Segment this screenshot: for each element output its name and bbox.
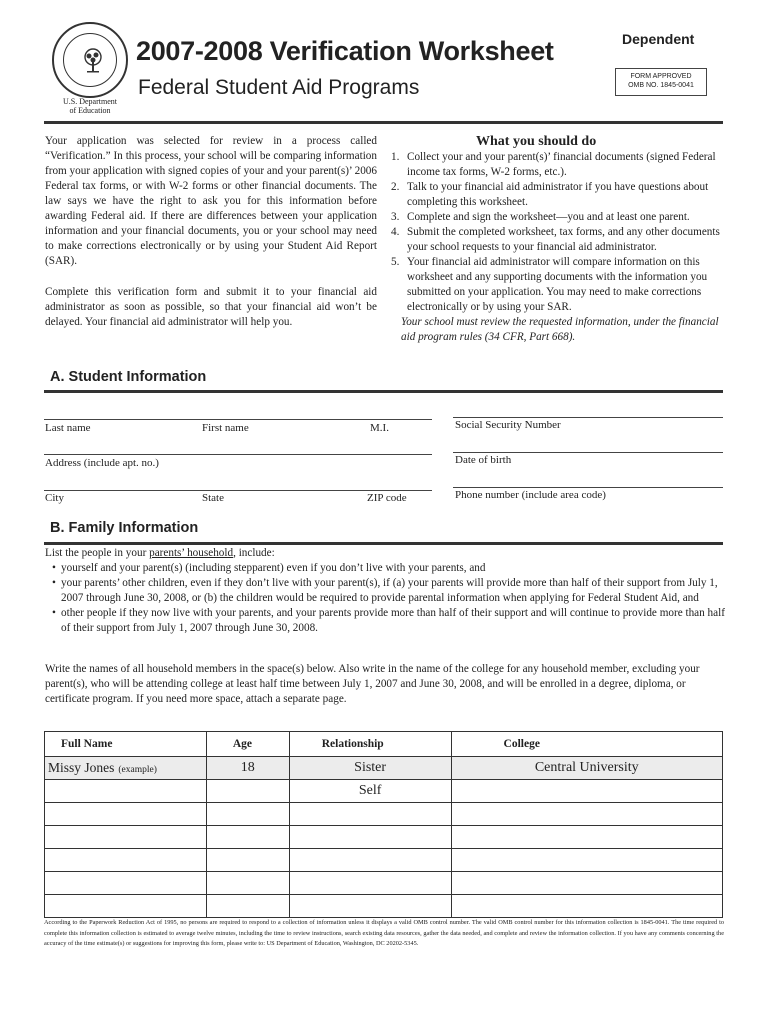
omb-number: OMB NO. 1845-0041	[628, 82, 694, 89]
form-approved-box	[615, 68, 707, 96]
name-cell[interactable]	[45, 826, 207, 849]
table-row[interactable]	[45, 780, 723, 803]
college-cell[interactable]	[451, 849, 722, 872]
example-name: Missy Jones	[48, 760, 115, 775]
department-seal	[52, 22, 128, 98]
city-line[interactable]	[44, 490, 432, 491]
dob-label: Date of birth	[455, 454, 512, 466]
table-row[interactable]	[45, 895, 723, 918]
department-label-line1: U.S. Department	[63, 97, 117, 106]
household-instructions: Write the names of all household members in the space(s) below. Also write in the name of the college for any household member, excluding your parent(s), who will be attending college at least half time between July 1, 2007 and June 30, 2008, and will be enrolled in a degree, diploma, or certificate program. If you need more space, attach a separate page.	[45, 663, 700, 705]
col-header-full-name: Full Name	[45, 732, 207, 757]
college-cell[interactable]	[451, 872, 722, 895]
relationship-cell[interactable]	[289, 826, 451, 849]
name-cell[interactable]	[45, 895, 207, 918]
seal-inner-ring	[63, 33, 117, 87]
name-line[interactable]	[44, 419, 432, 420]
step-text: Submit the completed worksheet, tax forms, and any other documents your school requests to your financial aid administrator.	[407, 226, 720, 253]
example-note: (example)	[118, 765, 157, 775]
age-cell[interactable]	[206, 826, 289, 849]
table-header-row	[45, 732, 723, 757]
household-intro	[45, 546, 725, 636]
state-label: State	[202, 492, 224, 504]
department-label-line2: of Education	[69, 106, 111, 115]
step-text: Complete and sign the worksheet—you and at least one parent.	[407, 211, 690, 223]
name-cell[interactable]	[45, 780, 207, 803]
relationship-cell[interactable]	[289, 803, 451, 826]
step-item	[391, 150, 721, 180]
household-table	[44, 731, 723, 918]
table-row[interactable]	[45, 849, 723, 872]
ssn-line[interactable]	[453, 417, 723, 418]
step-number: 3.	[391, 211, 400, 223]
step-text: Talk to your financial aid administrator if you have questions about completing this worksheet.	[407, 181, 709, 208]
form-subtitle: Federal Student Aid Programs	[138, 76, 420, 99]
example-relationship: Sister	[289, 757, 451, 780]
example-name-cell	[45, 757, 207, 780]
step-number: 1.	[391, 151, 400, 163]
section-a-rule	[44, 390, 723, 393]
step-item	[391, 180, 721, 210]
example-age: 18	[206, 757, 289, 780]
age-cell[interactable]	[206, 849, 289, 872]
section-b-heading: B. Family Information	[50, 520, 199, 536]
tree-icon	[83, 48, 103, 74]
relationship-cell[interactable]	[289, 895, 451, 918]
table-row[interactable]	[45, 872, 723, 895]
phone-line[interactable]	[453, 487, 723, 488]
college-cell[interactable]	[451, 895, 722, 918]
ssn-label: Social Security Number	[455, 419, 561, 431]
department-label	[40, 97, 140, 115]
table-row[interactable]	[45, 803, 723, 826]
step-number: 2.	[391, 181, 400, 193]
name-cell[interactable]	[45, 803, 207, 826]
relationship-cell[interactable]	[289, 849, 451, 872]
address-label: Address (include apt. no.)	[45, 457, 159, 469]
intro-paragraph-1: Your application was selected for review in a process called “Verification.” In this process, your school will be comparing information from your application with signed copies of your and your parent(s)’ 2006 Federal tax forms, or with W-2 forms or other financial documents. The law says we have the right to ask you for this information before awarding Federal aid. If there are differences between your application information and your financial documents, you or your school may need to make corrections electronically or by using your Student Aid Report (SAR).	[45, 135, 377, 267]
last-name-label: Last name	[45, 422, 91, 434]
household-bullet: • your parents’ other children, even if they don’t live with your parent(s), if (a) your parents will provide more than half of their support from July 1, 2007 through June 30, 2008, or (b) the children would be required to provide parental information when applying for Federal Student Aid, and	[51, 576, 725, 606]
intro-paragraph-2: Complete this verification form and submit it to your financial aid administrator as soon as possible, so that your financial aid won’t be delayed. Your financial aid administrator will help you.	[45, 286, 377, 328]
college-cell[interactable]	[451, 803, 722, 826]
household-bullet: • yourself and your parent(s) (including stepparent) even if you don’t live with your parents, and	[51, 561, 725, 576]
step-item	[391, 210, 721, 225]
college-cell[interactable]	[451, 826, 722, 849]
col-header-age: Age	[206, 732, 289, 757]
mi-label: M.I.	[370, 422, 389, 434]
step-number: 4.	[391, 226, 400, 238]
col-header-relationship: Relationship	[289, 732, 451, 757]
relationship-cell-self[interactable]: Self	[289, 780, 451, 803]
section-a-heading: A. Student Information	[50, 369, 207, 385]
example-college: Central University	[451, 757, 722, 780]
step-text: Your financial aid administrator will compare information on this worksheet and any supporting documents with the information you submitted on your application. You may need to make corrections electronically or by using your SAR.	[407, 256, 708, 313]
section-b-rule	[44, 542, 723, 545]
col-header-college: College	[451, 732, 722, 757]
step-item	[391, 255, 721, 315]
first-name-label: First name	[202, 422, 249, 434]
table-row[interactable]	[45, 826, 723, 849]
phone-label: Phone number (include area code)	[455, 489, 606, 501]
cfr-note: Your school must review the requested information, under the financial aid program rules (34 CFR, Part 668).	[401, 316, 719, 343]
form-title: 2007-2008 Verification Worksheet	[136, 36, 554, 66]
parents-household-link: parents’ household	[149, 547, 234, 559]
dependent-label: Dependent	[622, 31, 695, 47]
header-rule	[44, 121, 723, 124]
table-row-example	[45, 757, 723, 780]
address-line[interactable]	[44, 454, 432, 455]
form-approved-text: FORM APPROVED	[630, 73, 692, 80]
paperwork-notice: According to the Paperwork Reduction Act of 1995, no persons are required to respond to a collection of information unless it displays a valid OMB control number. The valid OMB control number for this information collection is 1845-0041. The time required to complete this information collection is estimated to average twelve minutes, including the time to review instructions, search existing data resources, gather the data needed, and complete and review the information collection. If you have any comments concerning the accuracy of the time estimate(s) or suggestions for improving this form, please write to: US Department of Education, Washington, DC 20202-5345.	[44, 919, 724, 947]
zip-label: ZIP code	[367, 492, 407, 504]
age-cell[interactable]	[206, 780, 289, 803]
age-cell[interactable]	[206, 803, 289, 826]
age-cell[interactable]	[206, 895, 289, 918]
age-cell[interactable]	[206, 872, 289, 895]
household-intro-pre: List the people in your	[45, 547, 150, 559]
step-number: 5.	[391, 256, 400, 268]
what-you-should-do-heading: What you should do	[476, 134, 597, 149]
relationship-cell[interactable]	[289, 872, 451, 895]
name-cell[interactable]	[45, 849, 207, 872]
city-label: City	[45, 492, 64, 504]
household-bullet: • other people if they now live with your parents, and your parents provide more than half of their support and will continue to provide more than half of their support from July 1, 2007 through June 30, 2008.	[51, 606, 725, 636]
dob-line[interactable]	[453, 452, 723, 453]
college-cell[interactable]	[451, 780, 722, 803]
steps-list	[391, 150, 721, 345]
step-text: Collect your and your parent(s)’ financial documents (signed Federal income tax forms, W-2 forms, etc.).	[407, 151, 716, 178]
step-item	[391, 225, 721, 255]
name-cell[interactable]	[45, 872, 207, 895]
household-intro-post: , include:	[233, 547, 275, 559]
